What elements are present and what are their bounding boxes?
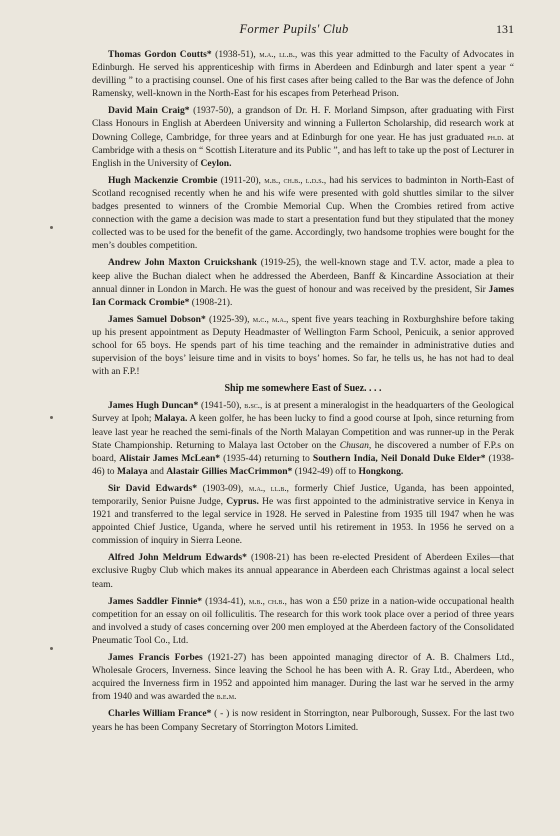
entry-edwards-david: Sir David Edwards* (1903-09), m.a., ll.b., formerly Chief Justice, Uganda, has been appointed, temporarily, Senior Puisne Judge, Cyprus. He was first appointed to the administrative service in Kenya in 1921 and transferred to the legal service in 1928. He served in Palestine from 1935 till 1947 when he was appointed Chief Justice, Uganda, where he served until his retirement in 1953. In 1956 he served on a commission of inquiry in Sierra Leone. (92, 482, 515, 547)
entry-name: James Saddler Finnie* (108, 595, 203, 607)
running-header (92, 22, 514, 44)
entry-cruickshank: Andrew John Maxton Cruickshank (1919-25), the well-known stage and T.V. actor, made a plea to keep alive the Buchan dialect when he addressed the Aberdeen, Banff & Kincardine Association at their annual dinner in London in March. He was the guest of honour and was received by the president, Sir James Ian Cormack Crombie* (1908-21). (92, 257, 515, 308)
margin-mark (50, 416, 53, 419)
entry-france: Charles William France* ( - ) is now resident in Storrington, near Pulborough, Sussex. For the last two years he has been Company Secretary of Storrington Motors Limited. (92, 708, 514, 733)
entry-craig: David Main Craig* (1937-50), a grandson of Dr. H. F. Morland Simpson, after graduating with First Class Honours in English at Aberdeen University and winning a Fullerton Scholarship, did research work at Downing College, Cambridge, for three years and at Edinburgh for one year. He has just graduated ph.d. at Cambridge with a thesis on “ Scottish Literature and its Public ”, and has left to take up the post of Lecturer in English in the University of Ceylon. (92, 105, 514, 169)
entry-name: James Hugh Duncan* (108, 400, 199, 412)
margin-mark (50, 226, 53, 229)
entry-name: Sir David Edwards* (108, 482, 198, 494)
entry-name: James Francis Forbes (108, 652, 203, 664)
margin-mark (50, 647, 53, 650)
entry-edwards-alfred: Alfred John Meldrum Edwards* (1908-21) has been re-elected President of Aberdeen Exiles—that exclusive Rugby Club which makes its annual appearance in Aberdeen each Christmas against a local select team. (92, 552, 514, 590)
section-heading: Ship me somewhere East of Suez. . . . (224, 383, 382, 395)
page-body (92, 48, 514, 734)
entry-name: David Main Craig* (108, 105, 190, 117)
entry-crombie: Hugh Mackenzie Crombie (1911-20), m.b., ch.b., l.d.s., had his services to badminton in North-East of Scotland recognised recently when he and his wife were presented with gold shuttles similar to the silver badges presented to winners of the Crombie Memorial Cup. When the Crombies retired from active connection with the game a decision was made to start a presentation fund but they stipulated that the money collected was to be used for the benefit of the game. Accordingly, two handsome trophies were bought for the men’s doubles competition. (92, 174, 515, 252)
entry-name: Alfred John Meldrum Edwards* (108, 552, 247, 564)
entry-finnie: James Saddler Finnie* (1934-41), m.b., ch.b., has won a £50 prize in a nation-wide occupational health competition for an essay on oil folliculitis. The research for this work took place over a period of three years and involved a study of cases concerning over 200 men employed at the Aberdeen factory of the Consolidated Pneumatic Tool Co., Ltd. (92, 595, 514, 646)
entry-name: Charles William France* (108, 708, 212, 720)
page-number: 131 (496, 22, 514, 36)
entry-duncan: James Hugh Duncan* (1941-50), b.sc., is at present a mineralogist in the headquarters of the Geological Survey at Ipoh; Malaya. A keen golfer, he has been lucky to find a good course at Ipoh, since returning from leave last year he reached the semi-finals of the North Malayan Competition and was runner-up in the Perak State Championship. Returning to Malaya last October on the Chusan, he discovered a number of F.P.s on board, Alistair James McLean* (1935-44) returning to Southern India, Neil Donald Duke Elder* (1938-46) to Malaya and Alastair Gillies MacCrimmon* (1942-49) off to Hongkong. (92, 400, 515, 477)
entry-name: Hugh Mackenzie Crombie (108, 174, 218, 186)
entry-forbes: James Francis Forbes (1921-27) has been appointed managing director of A. B. Chalmers Ltd., Wholesale Grocers, Inverness. Since leaving the School he has been with A. R. Gray Ltd., Aberdeen, who acquired the Inverness firm in 1952 and appointed him manager. During the last war he served in the army from 1940 and was awarded the b.e.m. (92, 652, 514, 703)
running-title: Former Pupils' Club (239, 22, 349, 36)
entry-name: Thomas Gordon Coutts* (108, 49, 212, 60)
entry-name: Andrew John Maxton Cruickshank (108, 257, 257, 269)
entry-coutts: Thomas Gordon Coutts* (1938-51), m.a., ll.b., was this year admitted to the Faculty of Advocates in Edinburgh. He served his apprenticeship with firms in Aberdeen and Edinburgh and later spent a year “ devilling ” to a practising counsel. One of his first cases after being called to the Bar was the defence of John Ramensky, well-known in the North-East for his escapes from Peterhead Prison. (92, 49, 515, 100)
entry-name: James Samuel Dobson* (108, 313, 206, 325)
entry-dobson: James Samuel Dobson* (1925-39), m.c., m.a., spent five years teaching in Roxburghshire before taking up his present appointment as Deputy Headmaster of Wellington Farm School, Penicuik, a senior approved school for 65 boys. He spends part of his time teaching and the remainder in administrative duties and supervision of the boys’ leisure time and in visits to boys’ homes. So far, he tells us, he has not had to deal with an F.P.! (92, 313, 514, 378)
